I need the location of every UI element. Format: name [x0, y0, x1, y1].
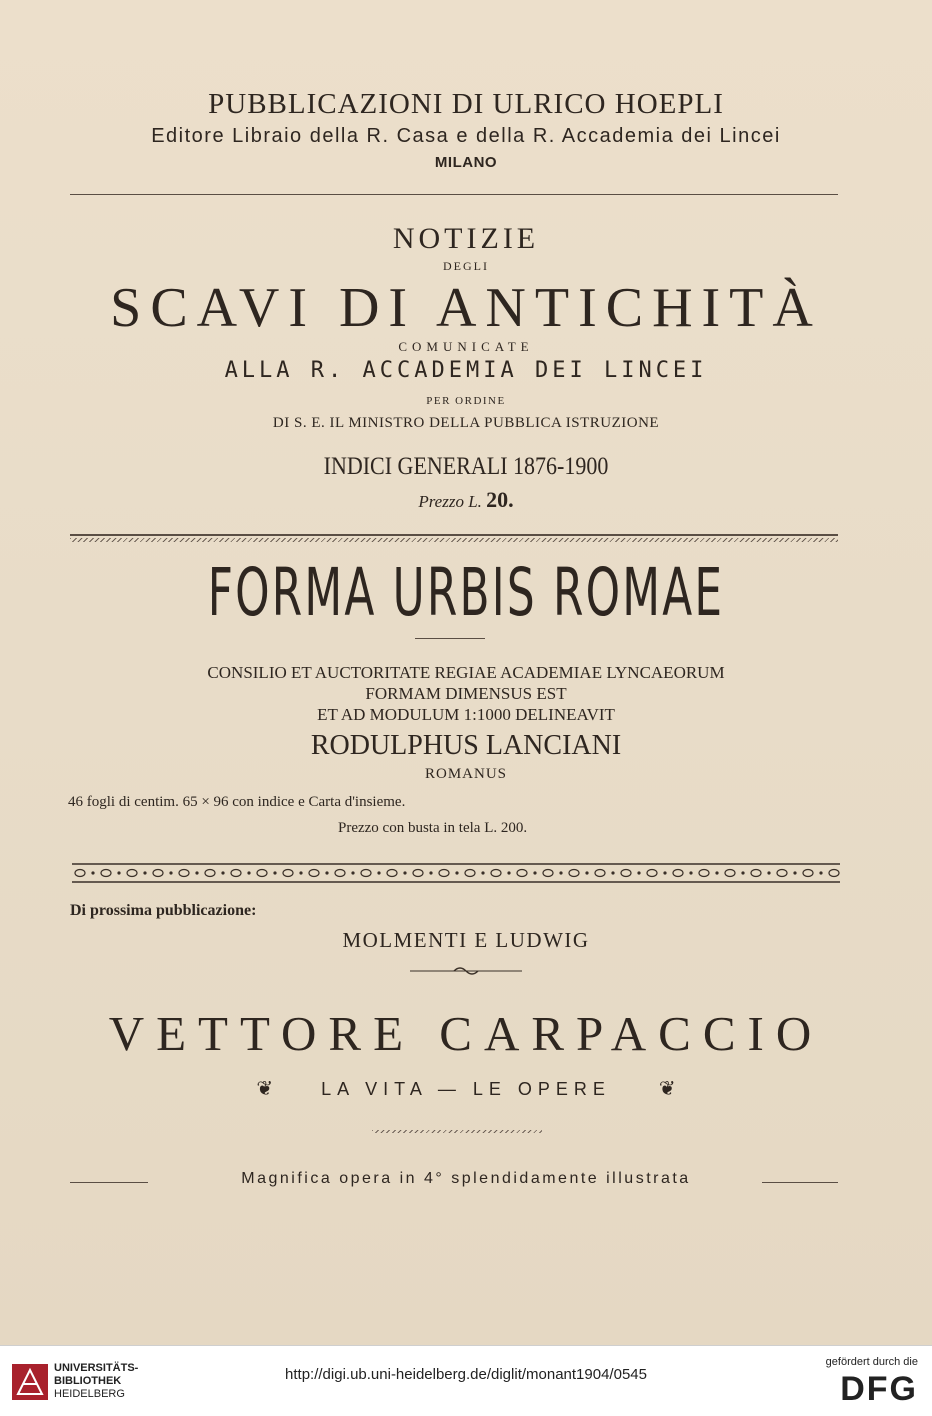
- forma-author-origin: ROMANUS: [424, 766, 507, 782]
- ornament-dot: [559, 871, 562, 874]
- publisher-subtitle: Editore Libraio della R. Casa e della R. Accademia dei Lincei: [151, 125, 781, 147]
- publisher-city: MILANO: [434, 154, 498, 171]
- ornament-chain: [75, 870, 840, 877]
- leaf-right-icon: ❦: [658, 1078, 676, 1100]
- ornament-dot: [715, 871, 718, 874]
- carpaccio-title: VETTORE CARPACCIO: [108, 1006, 824, 1061]
- forma-line-2: FORMAM DIMENSUS EST: [365, 684, 567, 703]
- ornament-dot: [429, 871, 432, 874]
- ornament-link: [595, 870, 605, 877]
- ornament-link: [413, 870, 423, 877]
- ornament-dot: [533, 871, 536, 874]
- subtitle-flourish: [372, 1130, 542, 1133]
- ornament-dot: [611, 871, 614, 874]
- ornament-dot: [221, 871, 224, 874]
- ornamental-border: [72, 862, 840, 884]
- ornament-dot: [91, 871, 94, 874]
- ornament-dot: [481, 871, 484, 874]
- ornament-dot: [507, 871, 510, 874]
- ornament-link: [101, 870, 111, 877]
- ornament-link: [387, 870, 397, 877]
- ornament-dot: [325, 871, 328, 874]
- carpaccio-note: Magnifica opera in 4° splendidamente illustrata: [241, 1170, 691, 1187]
- ornament-dot: [585, 871, 588, 874]
- forma-sheets: 46 fogli di centim. 65 × 96 con indice e Carta d'insieme.: [68, 794, 406, 810]
- leaf-left-icon: ❦: [256, 1078, 274, 1100]
- forma-price: Prezzo con busta in tela L. 200.: [338, 820, 528, 836]
- ornament-dot: [793, 871, 796, 874]
- header-divider: [70, 194, 838, 195]
- forma-title: FORMA URBIS ROMAE: [207, 554, 725, 632]
- ornament-link: [647, 870, 657, 877]
- forma-title-underline: [415, 638, 485, 639]
- ornament-dot: [689, 871, 692, 874]
- ornament-link: [283, 870, 293, 877]
- ornament-dot: [195, 871, 198, 874]
- ornament-link: [127, 870, 137, 877]
- notizie-per-ordine: PER ORDINE: [426, 395, 506, 407]
- forma-line-1: CONSILIO ET AUCTORITATE REGIAE ACADEMIAE LYNCAEORUM: [207, 663, 725, 682]
- carpaccio-authors: MOLMENTI E LUDWIG: [342, 928, 590, 952]
- ornament-dot: [819, 871, 822, 874]
- ornament-link: [231, 870, 241, 877]
- ornament-link: [257, 870, 267, 877]
- ornament-dot: [767, 871, 770, 874]
- university-line-2: BIBLIOTHEK: [54, 1375, 122, 1387]
- section-divider-1: [70, 534, 838, 536]
- prezzo-value: 20.: [486, 487, 514, 512]
- viewer-footer: [0, 1345, 932, 1416]
- forma-author: RODULPHUS LANCIANI: [310, 730, 622, 761]
- notizie-indici: INDICI GENERALI 1876-1900: [323, 453, 609, 480]
- ornament-link: [569, 870, 579, 877]
- note-line-right: [762, 1182, 838, 1183]
- publisher-line: PUBBLICAZIONI DI ULRICO HOEPLI: [208, 88, 724, 120]
- ornament-dot: [637, 871, 640, 874]
- ornament-link: [673, 870, 683, 877]
- ornament-link: [803, 870, 813, 877]
- ornament-dot: [351, 871, 354, 874]
- section-divider-1-wave: [70, 538, 838, 542]
- ornament-dot: [663, 871, 666, 874]
- ornament-dot: [377, 871, 380, 874]
- ornament-dot: [117, 871, 120, 874]
- ornament-link: [777, 870, 787, 877]
- prossima-pubblicazione: Di prossima pubblicazione:: [70, 902, 257, 919]
- ornament-link: [751, 870, 761, 877]
- ornament-dot: [247, 871, 250, 874]
- ornament-dot: [273, 871, 276, 874]
- ornament-link: [491, 870, 501, 877]
- dfg-logo[interactable]: DFG: [840, 1370, 918, 1408]
- ornament-link: [465, 870, 475, 877]
- notizie-prezzo: [0, 487, 932, 513]
- carpaccio-subtitle-text: LA VITA — LE OPERE: [321, 1079, 611, 1099]
- ornament-link: [829, 870, 839, 877]
- notizie-degli: DEGLI: [443, 259, 489, 273]
- notizie-accademia: ALLA R. ACCADEMIA DEI LINCEI: [224, 358, 708, 383]
- ornament-link: [517, 870, 527, 877]
- ornament-link: [699, 870, 709, 877]
- ornament-dot: [403, 871, 406, 874]
- university-line-3: HEIDELBERG: [54, 1388, 125, 1400]
- ornament-link: [543, 870, 553, 877]
- forma-line-3: ET AD MODULUM 1:1000 DELINEAVIT: [317, 705, 615, 724]
- permalink-url[interactable]: http://digi.ub.uni-heidelberg.de/diglit/monant1904/0545: [285, 1366, 647, 1383]
- ornament-link: [205, 870, 215, 877]
- ornament-link: [361, 870, 371, 877]
- ornament-link: [621, 870, 631, 877]
- ornament-link: [75, 870, 85, 877]
- notizie-title: NOTIZIE: [392, 222, 540, 255]
- ornament-dot: [169, 871, 172, 874]
- ornament-link: [725, 870, 735, 877]
- ornament-link: [335, 870, 345, 877]
- authors-flourish: [410, 964, 522, 978]
- ornament-dot: [299, 871, 302, 874]
- ornament-link: [179, 870, 189, 877]
- ornament-dot: [455, 871, 458, 874]
- ornament-link: [439, 870, 449, 877]
- ornament-link: [309, 870, 319, 877]
- notizie-comunicate: COMUNICATE: [398, 339, 534, 354]
- university-line-1: UNIVERSITÄTS-: [54, 1362, 139, 1374]
- ornament-link: [153, 870, 163, 877]
- scavi-title: SCAVI DI ANTICHITÀ: [110, 277, 822, 339]
- notizie-ministro: DI S. E. IL MINISTRO DELLA PUBBLICA ISTRUZIONE: [272, 415, 660, 431]
- ornament-dot: [741, 871, 744, 874]
- prezzo-label: Prezzo L.: [418, 492, 482, 511]
- carpaccio-subtitle: [0, 1076, 932, 1101]
- funded-by: gefördert durch die: [825, 1356, 918, 1368]
- ornament-dot: [143, 871, 146, 874]
